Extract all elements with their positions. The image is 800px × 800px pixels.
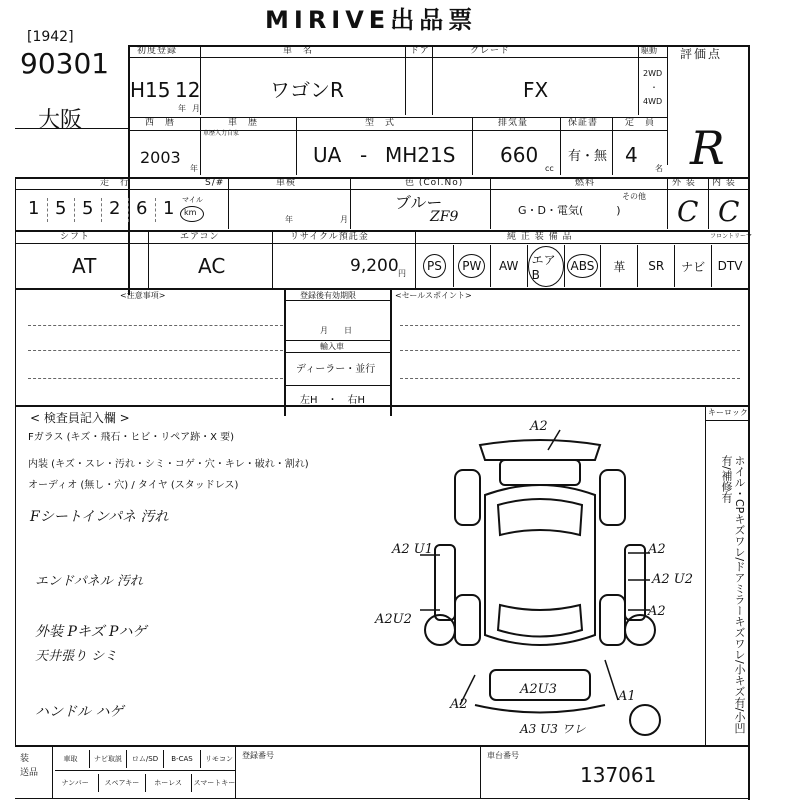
mileage-digit: 5 (55, 198, 67, 219)
accessory-cell: 車取 (63, 755, 78, 763)
grade: FX (523, 78, 549, 102)
interior-label: 内 装 (712, 178, 736, 188)
wd4: 4WD (643, 97, 663, 106)
equipment-item (711, 245, 748, 287)
displacement: 660 (500, 143, 539, 167)
reg-month-day: 月 日 (320, 326, 352, 335)
chassis-label: 車台番号 (487, 751, 519, 760)
fuel-other: その他 (622, 192, 646, 201)
car-name-label: 車 名 (283, 46, 314, 56)
accessory-cell: ロム/SD (126, 750, 163, 768)
insp-year-unit: 年 (285, 215, 293, 224)
sharp-label: S/# (205, 178, 225, 188)
year-west: 2003 (140, 148, 181, 167)
equipment-item (490, 245, 527, 287)
equipment-item (674, 245, 711, 287)
eval-score: R (690, 121, 725, 175)
fuel-label: 燃料 (575, 178, 596, 188)
km-unit: km (184, 208, 197, 217)
mileage-digit: 2 (109, 198, 121, 219)
accessory-cell: B-CAS (163, 750, 200, 768)
model-dash: - (360, 143, 368, 167)
bottom-row-1 (52, 750, 237, 768)
wd-dot: ・ (650, 83, 658, 92)
exterior-score: C (677, 195, 699, 228)
year-unit-2: 年 (190, 164, 198, 173)
mileage-digit: 1 (28, 198, 40, 219)
inspector-note-2: エンドパネル 汚れ (35, 574, 143, 589)
shift-label: シフト (60, 232, 91, 242)
car-name: ワゴンR (270, 78, 344, 102)
equipment-list (416, 245, 748, 287)
bottom-row-2 (52, 774, 237, 792)
mark-bumper: A3 U3 ワレ (520, 722, 586, 736)
cc-unit: cc (545, 164, 554, 173)
mark-right-2: A2 U2 (652, 572, 694, 587)
mark-left-2: A2U2 (375, 612, 412, 627)
displacement-label: 排気量 (498, 118, 529, 128)
mark-left-1: A2 U1 (392, 542, 434, 557)
interior-score: C (718, 195, 740, 228)
inventory-number: 137061 (580, 763, 657, 787)
equipment-item-label: ABS (567, 254, 599, 278)
mileage-digit: 5 (82, 198, 94, 219)
color-value: ブルー (395, 193, 443, 212)
equipment-item-label: PW (458, 254, 485, 278)
inspector-glass: Fガラス (キズ・飛石・ヒビ・リペア跡・X 要) (28, 432, 235, 443)
equipment-item-label: AW (498, 259, 519, 273)
form-title: MIRIVE出品票 (265, 6, 478, 34)
exterior-label: 外 装 (672, 178, 696, 188)
body-sub: 車歴入力自家 (203, 130, 240, 137)
equipment-item-label: PS (423, 254, 446, 278)
drive-label: 駆動 (641, 46, 657, 55)
era-year: H15 (130, 78, 171, 102)
equipment-item-label: 革 (613, 259, 626, 274)
mileage-digits (20, 198, 200, 222)
pre-confirm-label: フロントリーマ (710, 233, 753, 240)
accessory-cell: ホーレス (145, 774, 191, 792)
mark-rear-left: A2 (450, 697, 468, 712)
equipment-item-label: ナビ (681, 259, 706, 274)
body-label: 車 歴 (228, 118, 259, 128)
equipment-item (600, 245, 637, 287)
accessory-cell: スペアキー (98, 774, 144, 792)
grade-label: グレード (470, 46, 511, 56)
equipment-item-label: SR (648, 259, 665, 273)
recycle-value: 9,200 (350, 256, 399, 276)
capacity-label: 定 員 (625, 118, 656, 128)
mark-right-3: A2 (648, 604, 666, 619)
mileage-digit: 6 (136, 198, 148, 219)
model-prefix: UA (313, 143, 342, 167)
reg-expire-label: 登録後有効期限 (300, 291, 356, 300)
mark-rear: A2U3 (520, 682, 557, 697)
capacity: 4 (625, 143, 638, 167)
insp-month-unit: 月 (340, 215, 348, 224)
equipment-item-label: エアB (528, 246, 564, 287)
model-label: 型 式 (365, 118, 396, 128)
city-label: 大阪 (38, 108, 83, 133)
color-code: ZF9 (430, 209, 459, 225)
accessory-cell: リモコン (200, 750, 237, 768)
lot-number: 90301 (20, 47, 110, 80)
reg-number-label: 登録番号 (242, 751, 274, 760)
inspector-note-1: Fシートインパネ 汚れ (30, 509, 169, 525)
wd2: 2WD (643, 69, 663, 78)
mark-right-1: A2 (648, 542, 666, 557)
warranty-label: 保証書 (568, 118, 599, 128)
year-west-label: 西 暦 (145, 118, 176, 128)
delivery-label: 装 送品 (20, 754, 39, 778)
equipment-item (416, 245, 453, 287)
key-lock-label: キーロック (708, 408, 748, 417)
shift-value: AT (72, 254, 97, 278)
warranty-options: 有・無 (568, 149, 608, 164)
notes-label: <注意事項> (120, 291, 166, 300)
equipment-item (527, 245, 564, 287)
import-label: 輸入車 (320, 342, 344, 351)
equipment-item (453, 245, 490, 287)
month-unit: 月 (192, 104, 200, 113)
door-label: ドア (410, 46, 430, 56)
mileage-digit: 1 (163, 198, 175, 219)
sales-point-label: <セールスポイント> (395, 291, 472, 300)
import-dealer: ディーラー・並行 (296, 364, 376, 375)
inspector-note-4: 天井張り シミ (35, 649, 118, 664)
equipment-item-label: DTV (717, 259, 743, 273)
inspection-label: 車検 (276, 178, 297, 188)
accessory-cell: スマートキー (191, 774, 237, 792)
mark-front: A2 (530, 419, 548, 434)
first-reg-label: 初度登録 (137, 46, 178, 56)
inspector-note-5: ハンドル ハゲ (35, 704, 124, 720)
equipment-label: 純 正 装 備 品 (507, 232, 573, 242)
model-code: MH21S (385, 143, 456, 167)
mile-unit: マイル (182, 196, 203, 204)
inspector-note-3: 外装 Pキズ Pハゲ (35, 624, 147, 640)
color-label: 色 (Col.No) (405, 178, 464, 188)
name-unit: 名 (655, 164, 663, 173)
recycle-unit: 円 (398, 269, 406, 278)
eval-label: 評価点 (680, 47, 723, 61)
aircon-value: AC (198, 254, 226, 278)
accessory-cell: ナンバー (61, 779, 89, 787)
lot-code: [1942] (27, 29, 74, 45)
mileage-label: 走 行 (100, 178, 131, 188)
inspector-label: < 検査員記入欄 > (30, 411, 130, 425)
recycle-label: リサイクル預託金 (290, 232, 369, 242)
mark-rear-right: A1 (618, 689, 636, 704)
equipment-item (637, 245, 674, 287)
equipment-item (564, 245, 601, 287)
inspector-audio: オーディオ (無し・穴) / タイヤ (スタッドレス) (28, 480, 239, 491)
year-unit: 年 (178, 104, 186, 113)
inspector-interior: 内装 (キズ・スレ・汚れ・シミ・コゲ・穴・キレ・破れ・割れ) (28, 459, 309, 470)
aircon-label: エアコン (180, 232, 220, 242)
fuel-options: G・D・電気( ) (518, 204, 621, 217)
reg-month: 12 (175, 78, 201, 102)
accessory-cell: ナビ取説 (89, 750, 126, 768)
import-handle: 左H ・ 右H (300, 395, 366, 406)
right-vertical-note: ホイル・CPキズワレ/ドアミラーキズワレ/小キズ有/小凹有/補修有 (720, 455, 746, 734)
